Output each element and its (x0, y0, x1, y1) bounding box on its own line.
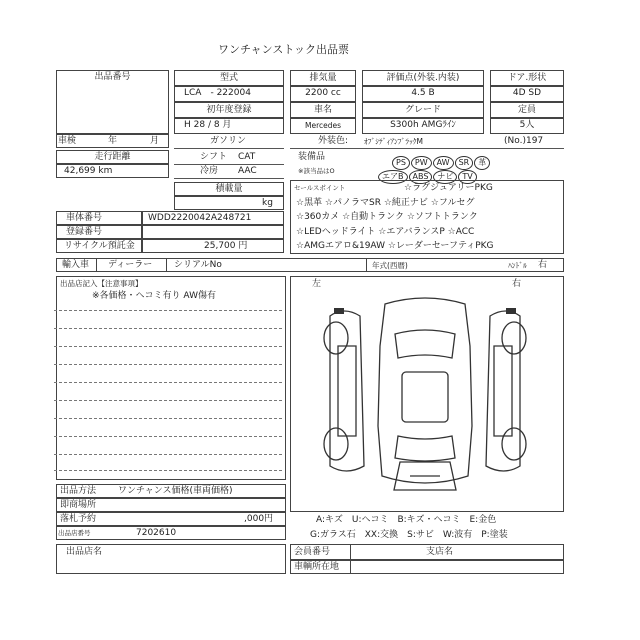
branch-label: 支店名 (426, 547, 454, 557)
handle-label: ﾊﾝﾄﾞﾙ (508, 261, 527, 270)
equipment-pw: PW (411, 156, 432, 170)
mileage-value: 42,699 km (64, 166, 113, 176)
equipment-tv: TV (458, 170, 476, 184)
dealer-label: ディーラー (108, 260, 153, 270)
divider (166, 258, 167, 272)
grade-value: S300h AMGﾗｲﾝ (390, 120, 456, 130)
shift-value: CAT (238, 152, 256, 162)
equipment-sr: SR (455, 156, 474, 170)
remarks-line (54, 454, 282, 455)
displacement-label: 排気量 (309, 73, 337, 83)
member-no-label: 会員番号 (294, 547, 331, 557)
capacity-value: 5人 (519, 120, 535, 130)
load-label: 積載量 (215, 184, 243, 194)
lot-label: 出品番号 (94, 72, 131, 82)
cooler-value: AAC (238, 166, 257, 176)
car-name-label: 車名 (313, 105, 332, 115)
left-windows (338, 346, 356, 436)
method-value: ワンチャンス価格(車両価格) (118, 486, 233, 496)
equipment2-label: ※該当品はO (298, 167, 335, 175)
door-value: 4D SD (512, 88, 542, 98)
score-label: 評価点(外装.内装) (386, 73, 460, 83)
first-reg-value: H 28 / 8 月 (184, 120, 232, 130)
regno-label: 登録番号 (66, 227, 103, 237)
load-unit: kg (262, 198, 273, 208)
reserve-label: 落札予約 (60, 514, 97, 524)
equipment-abs: ABS (409, 170, 433, 184)
inspection-month: 月 (150, 136, 160, 146)
shift-underline (174, 164, 284, 165)
legend-row-2: G:ガラス石 XX:交換 S:サビ W:波有 P:塗装 (310, 530, 508, 540)
sales-point-3: ☆360カメ ☆自動トランク ☆ソフトトランク (296, 212, 478, 222)
method-label: 出品方法 (60, 486, 97, 496)
remarks-line (54, 436, 282, 437)
cooler-underline (174, 178, 284, 179)
seller-no-label: 出品店番号 (58, 529, 91, 537)
sales-point-2: ☆黒革 ☆パノラマSR ☆純正ナビ ☆フルセグ (296, 198, 475, 208)
inspection-label: 車検 (58, 136, 77, 146)
remarks-note: ※各価格・ヘコミ有り AW傷有 (92, 291, 216, 301)
remarks-line (54, 400, 282, 401)
cooler-label: 冷房 (200, 166, 219, 176)
remarks-line (54, 346, 282, 347)
remarks-line (54, 310, 282, 311)
first-reg-label: 初年度登録 (206, 105, 252, 115)
sales-point-5: ☆AMGエアロ&19AW ☆レーダーセーフティPKG (296, 241, 494, 251)
sales-point-4: ☆LEDヘッドライト ☆エアバランスP ☆ACC (296, 227, 475, 237)
color-label: 外装色: (318, 136, 349, 146)
equipment-airbag: エアB (378, 170, 408, 184)
equipment-aw: AW (433, 156, 454, 170)
wheel-front-left (324, 322, 348, 354)
fuel-value: ガソリン (210, 136, 247, 146)
legend-row-1: A:キズ U:ヘコミ B:キズ・ヘコミ E:金色 (316, 515, 497, 525)
rear-windshield (395, 436, 455, 461)
door-label: ドア.形状 (507, 73, 547, 83)
import-label: 輸入車 (62, 260, 90, 270)
seller-no-value: 7202610 (136, 528, 177, 538)
divider (366, 258, 367, 272)
color-underline (290, 148, 564, 149)
vin-value: WDD2220042A248721 (148, 213, 252, 223)
sales-point-1: ☆ラグジュアリーPKG (404, 183, 493, 193)
year-label: 年式(西暦) (372, 261, 408, 270)
vin-label: 車体番号 (66, 213, 103, 223)
color-code: (No.)197 (504, 136, 544, 146)
grade-label: グレード (404, 105, 441, 115)
car-damage-diagram (300, 286, 550, 498)
wheel-rear-right (502, 428, 526, 460)
diagram-right-label: 右 (512, 279, 522, 289)
shift-label: シフト (200, 152, 228, 162)
location-label: 車輌所在地 (294, 562, 340, 572)
car-name-value: Mercedes (304, 121, 342, 130)
equipment-label: 装備品 (298, 152, 326, 162)
displacement-value: 2200 cc (305, 88, 341, 98)
equipment-leather: 革 (474, 156, 490, 170)
fuel-underline (174, 148, 284, 149)
remarks-line (54, 470, 282, 471)
front-windshield (395, 330, 455, 358)
color-value: ｵﾌﾞｼﾃﾞｨｱﾝﾌﾞﾗｯｸM (364, 137, 423, 146)
remarks-line (54, 382, 282, 383)
handle-value: 右 (538, 260, 548, 270)
remarks-box (56, 276, 286, 480)
model-label: 型式 (219, 73, 238, 83)
mirror-left (334, 308, 344, 314)
diagram-left-label: 左 (312, 279, 322, 289)
equipment-navi: ナビ (433, 170, 457, 184)
reserve-value: ,000円 (244, 514, 274, 524)
right-side (486, 311, 520, 471)
score-value: 4.5 B (411, 88, 435, 98)
equipment-ps: PS (392, 156, 410, 170)
divider (96, 258, 97, 272)
car-top-body (378, 298, 472, 483)
wheel-front-right (502, 322, 526, 354)
left-side (330, 311, 364, 471)
roof (402, 372, 448, 422)
remarks-label: 出品店記入【注意事項】 (60, 279, 143, 288)
recycle-label: リサイクル預託金 (64, 241, 135, 251)
sales-point-label: セールスポイント (294, 184, 346, 192)
immediate-label: 即商場所 (60, 500, 97, 510)
model-value: LCA - 222004 (184, 88, 251, 98)
wheel-rear-left (324, 428, 348, 460)
document-title: ワンチャンストック出品票 (218, 43, 350, 56)
mirror-right (506, 308, 516, 314)
regno-value-box (142, 225, 284, 239)
remarks-line (54, 328, 282, 329)
serial-label: シリアルNo (174, 260, 222, 270)
mileage-label: 走行距離 (94, 152, 131, 162)
inspection-year: 年 (108, 136, 118, 146)
remarks-line (54, 418, 282, 419)
shop-label: 出品店名 (66, 547, 103, 557)
remarks-line (54, 364, 282, 365)
right-windows (494, 346, 512, 436)
recycle-value: 25,700 円 (204, 241, 248, 251)
capacity-label: 定員 (517, 105, 536, 115)
